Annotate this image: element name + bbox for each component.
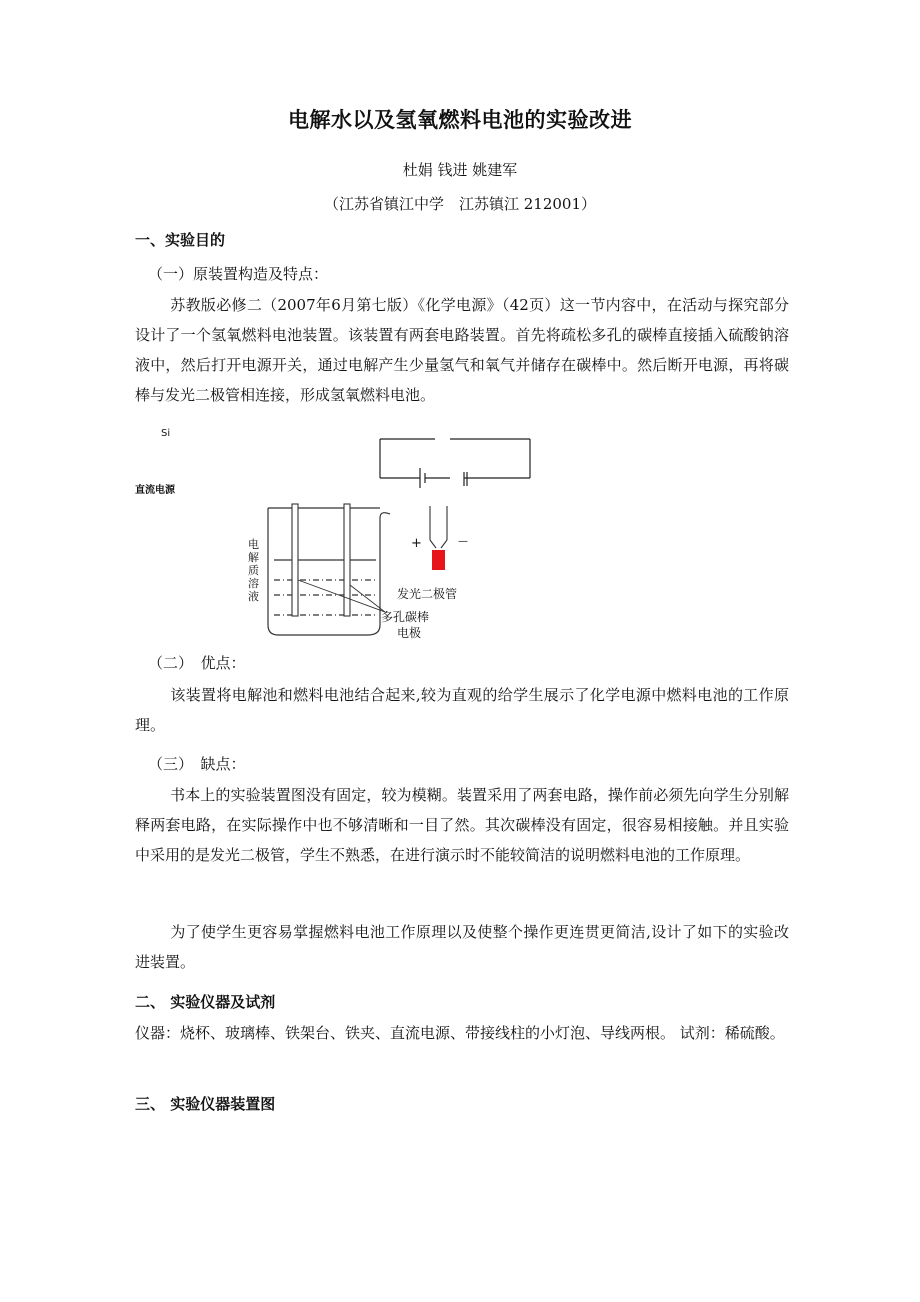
electrode-label-2: 电极 — [397, 626, 422, 640]
si-label: Si — [161, 428, 171, 439]
section1-para1 — [135, 290, 789, 410]
section1-para2 — [135, 680, 789, 740]
electrolyte-label: 电解质溶液 — [248, 538, 259, 603]
affiliation: （江苏省镇江中学 江苏镇江 212001） — [323, 195, 597, 213]
power-circuit — [380, 439, 530, 488]
authors: 杜娟 钱进 姚建军 — [402, 161, 518, 179]
led-minus-sign: — — [458, 536, 468, 547]
section1-sub3: （三） 缺点： — [148, 755, 246, 773]
section2-para: 仪器：烧杯、玻璃棒、铁架台、铁夹、直流电源、带接线柱的小灯泡、导线两根。 试剂：稀硫酸。 — [135, 1024, 785, 1042]
para3-text: 书本上的实验装置图没有固定，较为模糊。装置采用了两套电路，操作前必须先向学生分别解释两套电路，在实际操作中也不够清晰和一目了然。其次碳棒没有固定，很容易相接触。并且实验中采用的是发光二极管，学生不熟悉，在进行演示时不能较简洁的说明燃料电池的工作原理。 — [135, 786, 789, 864]
section1-para4 — [135, 917, 789, 977]
beaker — [268, 508, 390, 635]
para4-text: 为了使学生更容易掌握燃料电池工作原理以及使整个操作更连贯更简洁,设计了如下的实验改进装置。 — [135, 923, 789, 971]
section3-heading: 三、 实验仪器装置图 — [135, 1095, 276, 1113]
led-leads — [430, 506, 447, 548]
section1-heading: 一、实验目的 — [135, 231, 226, 249]
para2-text: 该装置将电解池和燃料电池结合起来,较为直观的给学生展示了化学电源中燃料电池的工作原理。 — [135, 686, 789, 734]
section1-sub2: （二） 优点： — [148, 654, 246, 672]
electrode-label-1: 多孔碳棒 — [381, 610, 430, 624]
para1-text: 苏教版必修二（2007年6月第七版）《化学电源》（42页）这一节内容中，在活动与探究部分设计了一个氢氧燃料电池装置。该装置有两套电路装置。首先将疏松多孔的碳棒直接插入硫酸钠溶液中，然后打开电源开关，通过电解产生少量氢气和氧气并储存在碳棒中。然后断开电源，再将碳棒与发光二极管相连接，形成氢氧燃料电池。 — [135, 296, 789, 404]
section2-heading: 二、 实验仪器及试剂 — [135, 993, 276, 1011]
section1-sub1: （一）原装置构造及特点： — [148, 265, 329, 283]
page-title: 电解水以及氢氧燃料电池的实验改进 — [288, 108, 632, 132]
led — [432, 550, 445, 570]
led-label: 发光二极管 — [397, 587, 458, 601]
section1-para3 — [135, 780, 789, 870]
power-label: 直流电源 — [135, 485, 175, 496]
led-plus-sign: + — [411, 536, 422, 551]
